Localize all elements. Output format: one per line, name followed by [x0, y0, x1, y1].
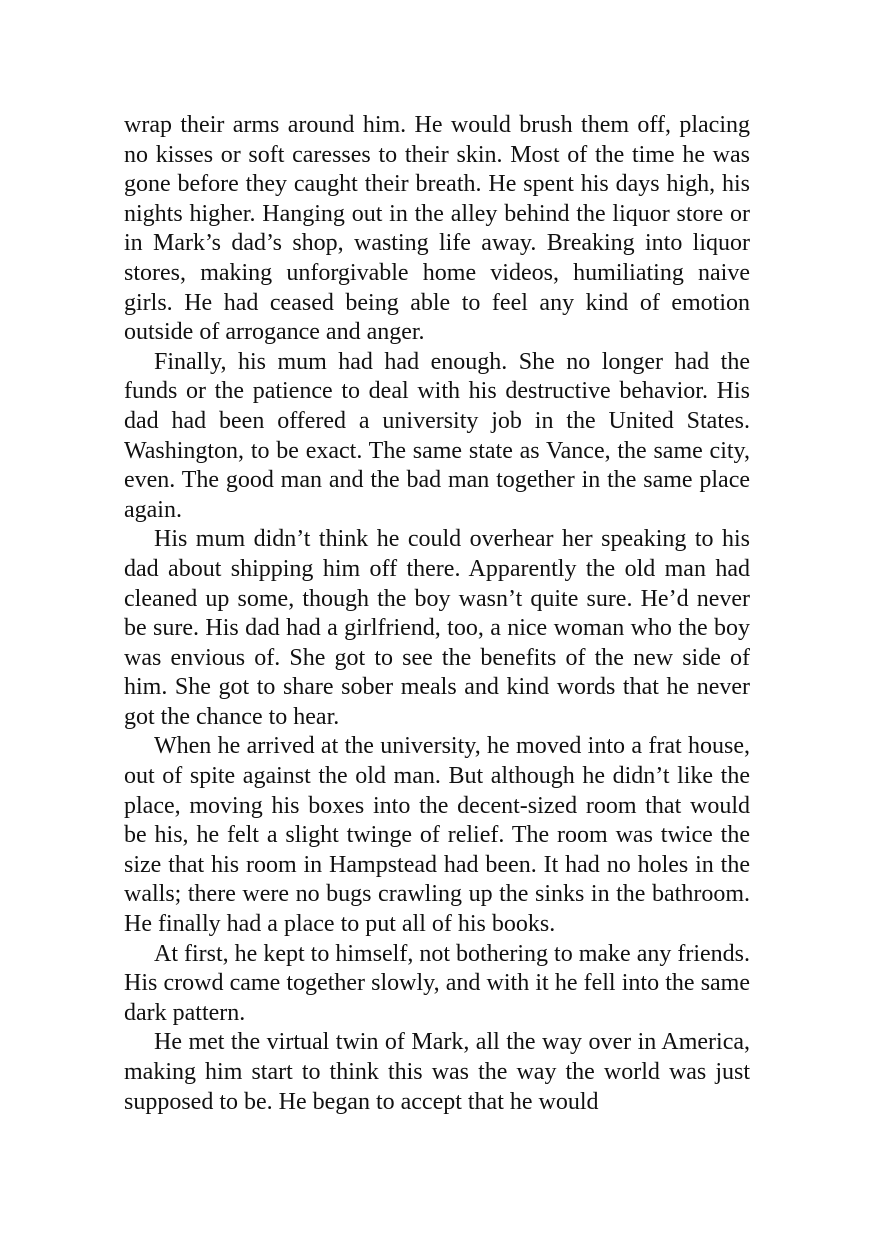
- paragraph-continued: wrap their arms around him. He would brush them off, placing no kisses or soft caresses to their skin. Most of the time he was gone before they caught their breath. He spent his days high, his nights higher. Hanging out in the alley behind the liquor store or in Mark’s dad’s shop, wasting life away. Breaking into liquor stores, making unforgivable home videos, humiliating naive girls. He had ceased being able to feel any kind of emotion outside of arrogance and anger.: [124, 112, 750, 346]
- paragraph: He met the virtual twin of Mark, all the way over in America, making him start to think this was the way the world was just supposed to be. He began to accept that he would: [124, 1029, 750, 1115]
- paragraph: When he arrived at the university, he moved into a frat house, out of spite against the old man. But although he didn’t like the place, moving his boxes into the decent-sized room that would be his, he felt a slight twinge of relief. The room was twice the size that his room in Hampstead had been. It had no holes in the walls; there were no bugs crawling up the sinks in the bathroom. He finally had a place to put all of his books.: [124, 733, 750, 938]
- book-page-body: [124, 111, 750, 1117]
- paragraph: Finally, his mum had had enough. She no longer had the funds or the patience to deal with his destructive behavior. His dad had been offered a university job in the United States. Washington, to be exact. The same state as Vance, the same city, even. The good man and the bad man together in the same place again.: [124, 348, 750, 523]
- paragraph: His mum didn’t think he could overhear her speaking to his dad about shipping him off there. Apparently the old man had cleaned up some, though the boy wasn’t quite sure. He’d never be sure. His dad had a girlfriend, too, a nice woman who the boy was envious of. She got to see the benefits of the new side of him. She got to share sober meals and kind words that he never got the chance to hear.: [124, 526, 750, 730]
- paragraph: At first, he kept to himself, not bothering to make any friends. His crowd came together slowly, and with it he fell into the same dark pattern.: [124, 940, 750, 1026]
